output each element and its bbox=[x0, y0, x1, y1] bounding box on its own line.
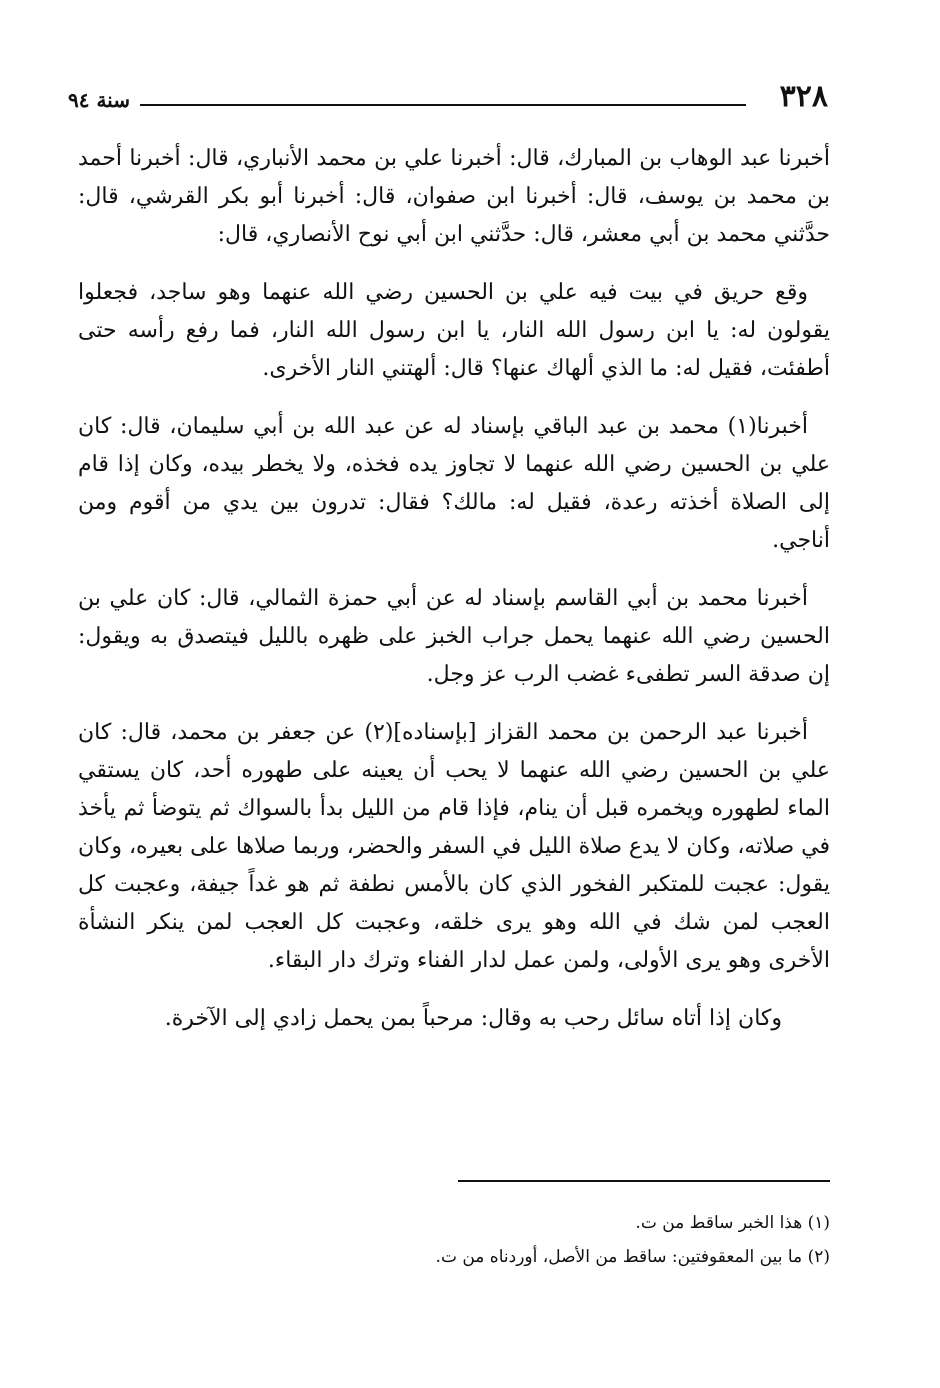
footnote-1: (١) هذا الخبر ساقط من ت. bbox=[635, 1213, 830, 1233]
paragraph-isnad: أخبرنا عبد الوهاب بن المبارك، قال: أخبرنا علي بن محمد الأنباري، قال: أخبرنا أحمد بن محمد بن يوسف، قال: أخبرنا ابن صفوان، قال: أخبرنا أبو بكر القرشي، قال: حدَّثني محمد بن أبي معشر، قال: حدَّثني ابن أبي نوح الأنصاري، قال: bbox=[78, 146, 830, 247]
paragraph-ablution: أخبرنا عبد الرحمن بن محمد القزاز [بإسناده](٢) عن جعفر بن محمد، قال: كان علي بن الحسين رضي الله عنهما لا يحب أن يعينه على طهوره أحد، كان يستقي الماء لطهوره ويخمره قبل أن ينام، فإذا قام من الليل بدأ بالسواك ثم يتوضأ ثم يأخذ في صلاته، وكان لا يدع صلاة الليل في السفر والحضر، وربما صلاها على بعيره، وكان يقول: عجبت للمتكبر الفخور الذي كان بالأمس نطفة ثم هو غداً جيفة، وعجبت كل العجب لمن شك في الله وهو يرى خلقه، وعجبت كل العجب لمن ينكر النشأة الأخرى وهو يرى الأولى، ولمن عمل لدار الفناء وترك دار البقاء. bbox=[78, 720, 830, 973]
footnotes bbox=[300, 1208, 830, 1276]
footnote-2: (٢) ما بين المعقوفتين: ساقط من الأصل، أوردناه من ت. bbox=[435, 1247, 830, 1267]
paragraph-secret-charity: أخبرنا محمد بن أبي القاسم بإسناد له عن أبي حمزة الثمالي، قال: كان علي بن الحسين رضي الله عنهما يحمل جراب الخبز على ظهره بالليل فيتصدق به ويقول: إن صدقة السر تطفىء غضب الرب عز وجل. bbox=[78, 586, 830, 687]
paragraph-beggar: وكان إذا أتاه سائل رحب به وقال: مرحباً بمن يحمل زادي إلى الآخرة. bbox=[164, 1006, 782, 1031]
page-header bbox=[68, 78, 828, 118]
main-text bbox=[78, 140, 830, 1058]
header-rule bbox=[140, 104, 746, 106]
paragraph-fire-story: وقع حريق في بيت فيه علي بن الحسين رضي الله عنهما وهو ساجد، فجعلوا يقولون له: يا ابن رسول الله النار، يا ابن رسول الله النار، فما رفع رأسه حتى أطفئت، فقيل له: ما الذي ألهاك عنها؟ قال: ألهتني النار الأخرى. bbox=[78, 280, 830, 381]
page-number: ٣٢٨ bbox=[779, 79, 828, 114]
running-head: سنة ٩٤ bbox=[68, 88, 130, 112]
paragraph-prayer-trembling: أخبرنا(١) محمد بن عبد الباقي بإسناد له عن عبد الله بن أبي سليمان، قال: كان علي بن الحسين رضي الله عنهما لا تجاوز يده فخذه، ولا يخطر بيده، وكان إذا قام إلى الصلاة أخذته رعدة، فقيل له: مالك؟ فقال: تدرون بين يدي من أقوم ومن أناجي. bbox=[78, 414, 830, 553]
footnote-rule bbox=[458, 1180, 830, 1182]
